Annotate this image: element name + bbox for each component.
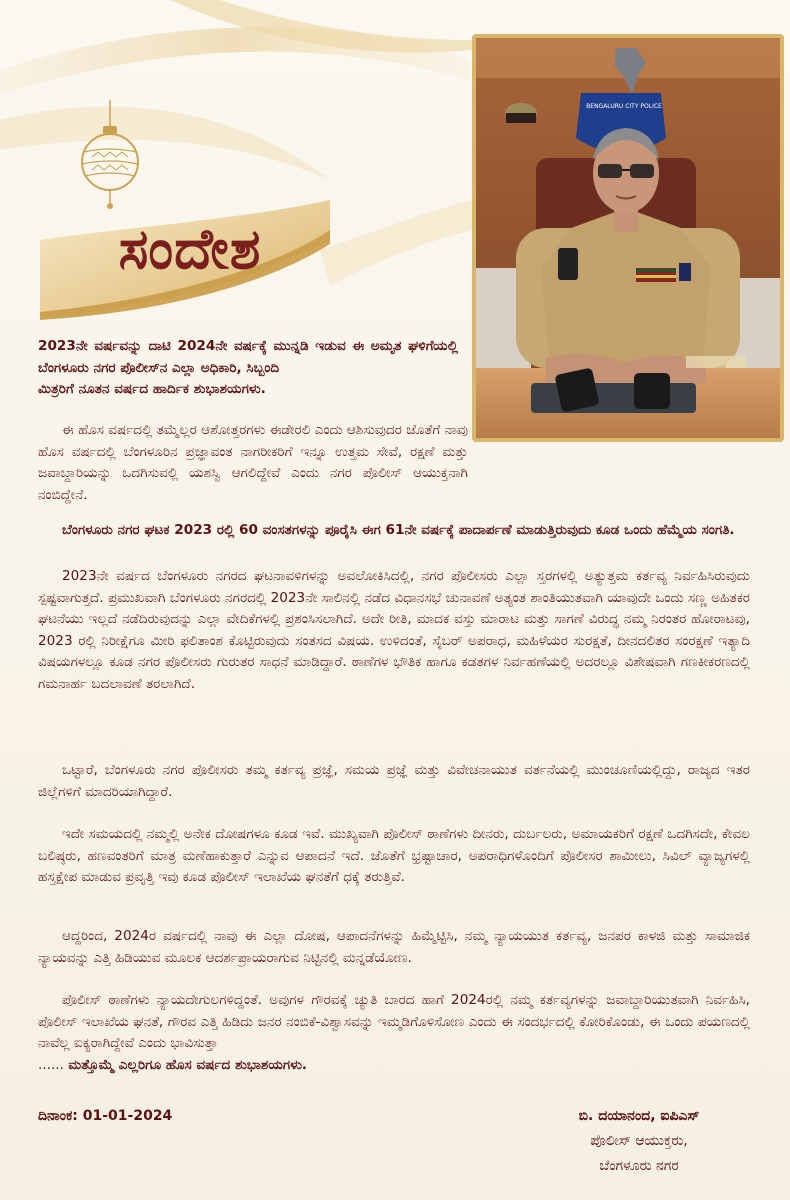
paragraph-6 [38,824,750,889]
portrait-photo [472,34,784,442]
paragraph-6-text: ಇದೇ ಸಮಯದಲ್ಲಿ ನಮ್ಮಲ್ಲಿ ಅನೇಕ ದೋಷಗಳೂ ಕೂಡ ಇವೆ. ಮುಖ್ಯವಾಗಿ ಪೊಲೀಸ್ ಠಾಣೆಗಳು ದೀನರು, ದುರ್ಬಲರು, ಅಮಾಯಕರಿಗೆ ರಕ್ಷಣೆ ಒದಗಿಸದೇ, ಕೇವಲ ಬಲಿಷ್ಠರು, ಹಣವಂತರಿಗೆ ಮಾತ್ರ ಮಣೆಹಾಕುತ್ತಾರೆ ಎನ್ನುವ ಆಪಾದನೆ ಇದೆ. ಜೊತೆಗೆ ಭ್ರಷ್ಟಾಚಾರ, ಅಪರಾಧಿಗಳೊಂದಿಗೆ ಪೊಲೀಸರ ಶಾಮೀಲು, ಸಿವಿಲ್ ವ್ಯಾಜ್ಯಗಳಲ್ಲಿ ಹಸ್ತಕ್ಷೇಪ ಮಾಡುವ ಪ್ರವೃತ್ತಿ ಇವು ಕೂಡ ಪೊಲೀಸ್ ಇಲಾಖೆಯ ಘನತೆಗೆ ಧಕ್ಕೆ ತರುತ್ತಿವೆ. [38,826,750,885]
christmas-ornament-icon [70,100,150,210]
closing-wishes: ಮತ್ತೊಮ್ಮೆ ಎಲ್ಲರಿಗೂ ಹೊಸ ವರ್ಷದ ಶುಭಾಶಯಗಳು. [68,1056,308,1073]
paragraph-intro [38,336,458,379]
signatory-title: ಪೊಲೀಸ್ ಆಯುಕ್ತರು, [590,1133,688,1149]
intro-text-b: ಮಿತ್ರರಿಗೆ ನೂತನ ವರ್ಷದ ಹಾರ್ದಿಕ ಶುಭಾಶಯಗಳು. [38,381,266,397]
paragraph-3-text: ಬೆಂಗಳೂರು ನಗರ ಘಟಕ 2023 ರಲ್ಲಿ 60 ವಂಸತಗಳನ್ನು ಪೂರೈಸಿ ಈಗ 61ನೇ ವರ್ಷಕ್ಕೆ ಪಾದಾರ್ಪಣೆ ಮಾಡುತ್ತಿರುವುದು ಕೂಡ ಒಂದು ಹೆಮ್ಮೆಯ ಸಂಗತಿ. [62,522,735,538]
paragraph-2-text: ಈ ಹೊಸ ವರ್ಷದಲ್ಲಿ ತಮ್ಮೆಲ್ಲರ ಆಶೋತ್ತರಗಳು ಈಡೇರಲಿ ಎಂದು ಆಶಿಸುವುದರ ಜೊತೆಗೆ ನಾವು ಹೊಸ ವರ್ಷದಲ್ಲಿ ಬೆಂಗಳೂರಿನ ಪ್ರಜ್ಞಾವಂತ ನಾಗರೀಕರಿಗೆ ಇನ್ನೂ ಉತ್ತಮ ಸೇವೆ, ರಕ್ಷಣೆ ಮತ್ತು ಜವಾಬ್ದಾರಿಯನ್ನು ಒದಗಿಸುವಲ್ಲಿ ಯಶಸ್ವಿ ಆಗಲಿದ್ದೇವೆ ಎಂದು ನಗರ ಪೊಲೀಸ್ ಆಯುಕ್ತನಾಗಿ ನಂಬಿದ್ದೇನೆ. [38,422,468,503]
page-title: ಸಂದೇಶ [118,217,262,282]
paragraph-2 [38,420,468,506]
paragraph-5 [38,760,750,803]
paragraph-8 [38,990,750,1076]
paragraph-5-text: ಒಟ್ಟಾರೆ, ಬೆಂಗಳೂರು ನಗರ ಪೊಲೀಸರು ತಮ್ಮ ಕರ್ತವ್ಯ ಪ್ರಜ್ಞೆ, ಸಮಯ ಪ್ರಜ್ಞೆ ಮತ್ತು ವಿವೇಚನಾಯುತ ವರ್ತನೆಯಲ್ಲಿ ಮುಂಚೂಣಿಯಲ್ಲಿದ್ದು, ರಾಜ್ಯದ ಇತರ ಜಿಲ್ಲೆಗಳಿಗೆ ಮಾದರಿಯಾಗಿದ್ದಾರೆ. [38,762,750,800]
paragraph-8-text: ಪೊಲೀಸ್ ಠಾಣೆಗಳು ನ್ಯಾಯದೇಗುಲಗಳಿದ್ದಂತೆ. ಅವುಗಳ ಗೌರವಕ್ಕೆ ಚ್ಯುತಿ ಬಾರದ ಹಾಗೆ 2024ರಲ್ಲಿ ನಮ್ಮ ಕರ್ತವ್ಯಗಳನ್ನು ಜವಾಬ್ದಾರಿಯುತವಾಗಿ ನಿರ್ವಹಿಸಿ, ಪೊಲೀಸ್ ಇಲಾಖೆಯ ಘನತೆ, ಗೌರವ ಎತ್ತಿ ಹಿಡಿದು ಜನರ ನಂಬಿಕೆ-ವಿಶ್ವಾಸವನ್ನು ಇಮ್ಮಡಿಗೊಳಿಸೋಣ ಎಂದು ಈ ಸಂದರ್ಭದಲ್ಲಿ ಕೋರಿಕೊಂಡು, ಈ ಒಂದು ಪಯಣದಲ್ಲಿ ನಾವೆಲ್ಲ ಐಕ್ಯರಾಗಿದ್ದೇವೆ ಎಂದು ಭಾವಿಸುತ್ತಾ [38,992,750,1051]
signature-block [524,1104,754,1179]
signatory-name: ಬಿ. ದಯಾನಂದ, ಐಪಿಎಸ್ [578,1108,700,1124]
paragraph-7 [38,926,750,969]
date-label: ದಿನಾಂಕ: 01-01-2024 [38,1108,173,1124]
badge-label: BENGALURU CITY POLICE [586,103,662,110]
paragraph-4-text: 2023ನೇ ವರ್ಷದ ಬೆಂಗಳೂರು ನಗರದ ಘಟನಾವಳಿಗಳನ್ನು ಅವಲೋಕಿಸಿದಲ್ಲಿ, ನಗರ ಪೊಲೀಸರು ಎಲ್ಲಾ ಸ್ತರಗಳಲ್ಲಿ ಅತ್ಯುತ್ತಮ ಕರ್ತವ್ಯ ನಿರ್ವಹಿಸಿರುವುದು ಸ್ಪಷ್ಟವಾಗುತ್ತದೆ. ಪ್ರಮುಖವಾಗಿ ಬೆಂಗಳೂರು ನಗರದಲ್ಲಿ 2023ನೇ ಸಾಲಿನಲ್ಲಿ ನಡೆದ ವಿಧಾನಸಭೆ ಚುನಾವಣೆ ಅತ್ಯಂತ ಶಾಂತಿಯುತವಾಗಿ ಯಾವುದೇ ಒಂದು ಸಣ್ಣ ಅಹಿತಕರ ಘಟನೆಯು ಇಲ್ಲದೆ ನಡೆದಿರುವುದನ್ನು ಎಲ್ಲಾ ವೇದಿಕೆಗಳಲ್ಲಿ ಪ್ರಶಂಸಿಸಲಾಗಿದೆ. ಅದೇ ರೀತಿ, ಮಾದಕ ವಸ್ತು ಮಾರಾಟ ಮತ್ತು ಸಾಗಣೆ ವಿರುದ್ಧ ನಮ್ಮ ನಿರಂತರ ಹೋರಾಟವು, 2023 ರಲ್ಲಿ ನಿರೀಕ್ಷೆಗೂ ಮೀರಿ ಫಲಿತಾಂಶ ಕೊಟ್ಟಿರುವುದು ಸಂತಸದ ವಿಷಯ. ಉಳಿದಂತೆ, ಸೈಬರ್ ಅಪರಾಧ, ಮಹಿಳೆಯರ ಸುರಕ್ಷತೆ, ದೀನದಲಿತರ ಸಂರಕ್ಷಣೆ ಇತ್ಯಾದಿ ವಿಷಯಗಳಲ್ಲೂ ಕೂಡ ನಗರ ಪೊಲೀಸರು ಗುರುತರ ಸಾಧನೆ ಮಾಡಿದ್ದಾರೆ. ಠಾಣೆಗಳ ಭೌತಿಕ ಹಾಗೂ ಕಡತಗಳ ನಿರ್ವಹಣೆಯಲ್ಲಿ ಅದರಲ್ಲೂ ವಿಶೇಷವಾಗಿ ಗಣಕೀಕರಣದಲ್ಲಿ ಗಮನಾರ್ಹ ಬದಲಾವಣೆ ತರಲಾಗಿದೆ. [38,568,750,692]
paragraph-4 [38,566,750,695]
paragraph-3 [38,520,750,542]
paragraph-7-text: ಆದ್ದರಿಂದ, 2024ರ ವರ್ಷದಲ್ಲಿ ನಾವು ಈ ಎಲ್ಲಾ ದೋಷ, ಆಪಾದನೆಗಳನ್ನು ಹಿಮ್ಮೆಟ್ಟಿಸಿ, ನಮ್ಮ ನ್ಯಾಯಯುತ ಕರ್ತವ್ಯ, ಜನಪರ ಕಾಳಜಿ ಮತ್ತು ಸಾಮಾಜಿಕ ನ್ಯಾಯವನ್ನು ಎತ್ತಿ ಹಿಡಿಯುವ ಮೂಲಕ ಆದರ್ಶಪ್ರಾಯರಾಗುವ ನಿಟ್ಟಿನಲ್ಲಿ ಮನ್ನಡೆಯೋಣ. [38,928,750,966]
commissioner-portrait-image [476,38,780,438]
intro-text-a: 2023ನೇ ವರ್ಷವನ್ನು ದಾಟಿ 2024ನೇ ವರ್ಷಕ್ಕೆ ಮುನ್ನಡಿ ಇಡುವ ಈ ಅಮೃತ ಘಳಿಗೆಯಲ್ಲಿ ಬೆಂಗಳೂರು ನಗರ ಪೊಲೀಸ್‌ನ ಎಲ್ಲಾ ಅಧಿಕಾರಿ, ಸಿಬ್ಬಂದಿ [38,338,458,376]
paragraph-intro-end [38,379,468,401]
signatory-place: ಬೆಂಗಳೂರು ನಗರ [599,1158,679,1174]
closing-ellipsis: ...... [38,1056,69,1073]
